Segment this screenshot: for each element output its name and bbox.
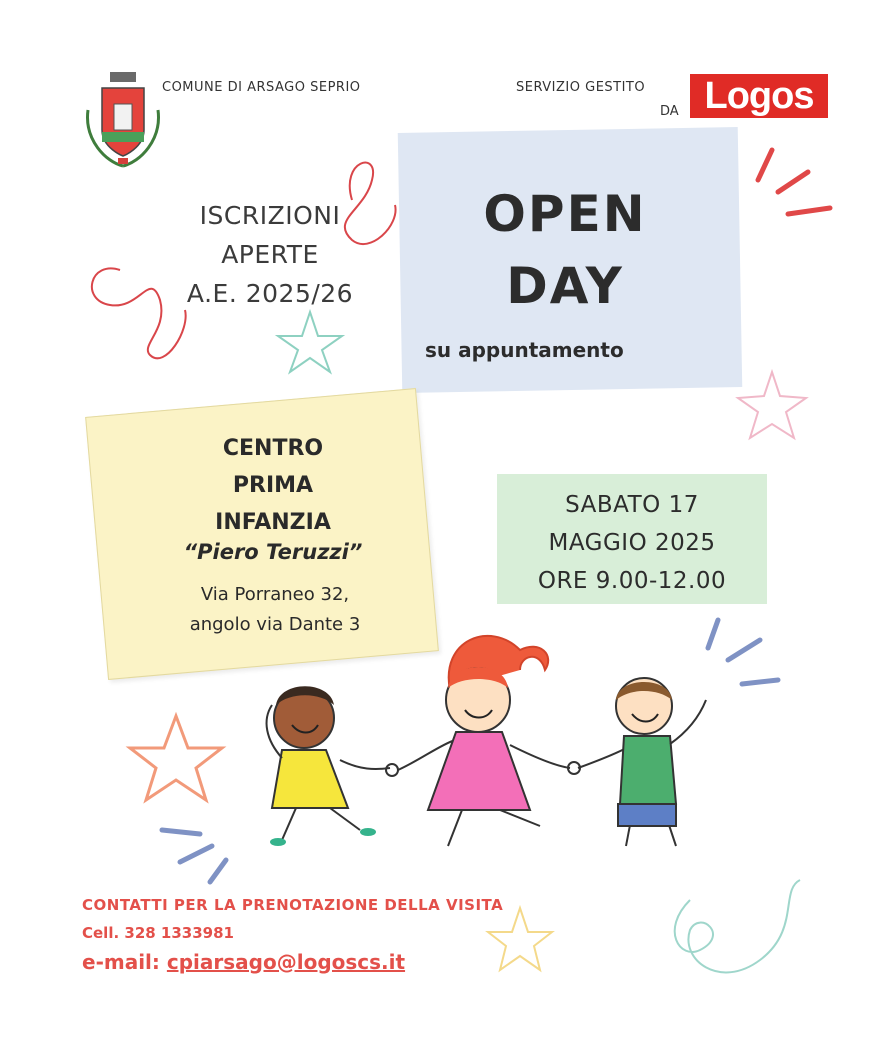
centro-address [140,580,410,640]
comune-name: COMUNE DI ARSAGO SEPRIO [162,80,361,95]
pink-star [738,372,806,438]
centro-line2: PRIMA [232,473,314,498]
centro-name: “Piero Teruzzi” [183,540,363,564]
event-date [497,486,767,600]
blue-dashes-right [708,620,778,684]
teal-star [278,312,342,372]
iscrizioni-line1: ISCRIZIONI [199,201,341,230]
servizio-gestito-label: SERVIZIO GESTITO [516,80,646,95]
contacts-cell: Cell. 328 1333981 [82,924,234,942]
centro-line3: INFANZIA [215,510,331,535]
logos-logo: Logos [690,74,828,118]
red-dashes [758,150,830,214]
iscrizioni-line3: A.E. 2025/26 [186,279,354,308]
iscrizioni-line2: APERTE [221,240,319,269]
open-day-line2: DAY [506,257,624,315]
iscrizioni-block [170,196,370,313]
servizio-da-label: DA [660,104,679,119]
email-link[interactable]: cpiarsago@logoscs.it [166,950,406,974]
date-line1: SABATO 17 [565,492,699,518]
kids-illustration [267,636,706,846]
blue-dashes-left [162,830,226,882]
orange-star [130,716,222,800]
contacts-title: CONTATTI PER LA PRENOTAZIONE DELLA VISITA [82,896,504,914]
centro-line1: CENTRO [222,436,324,461]
open-day-title [430,178,700,322]
teal-swirl [675,880,800,972]
address-line2: angolo via Dante 3 [189,614,361,635]
contacts-email-row [82,950,405,974]
open-day-line1: OPEN [483,185,647,243]
email-label: e-mail: [82,950,167,974]
address-line1: Via Porraneo 32, [200,584,350,605]
date-line3: ORE 9.00-12.00 [537,568,727,594]
yellow-star [488,908,552,970]
comune-crest-icon [80,70,166,170]
date-line2: MAGGIO 2025 [548,530,716,556]
centro-title [138,430,408,541]
open-day-subtitle: su appuntamento [425,338,624,362]
